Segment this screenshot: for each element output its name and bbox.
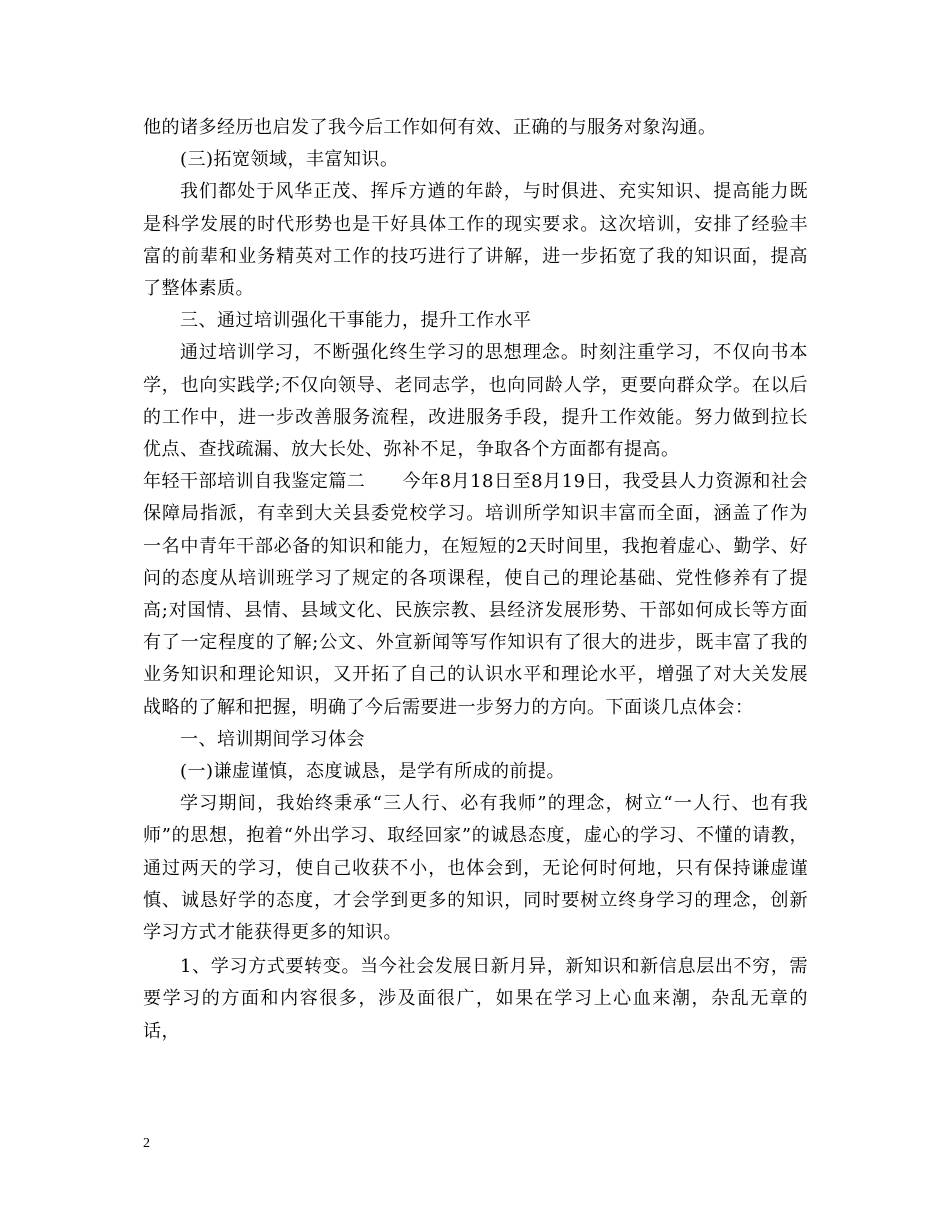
paragraph-10: 1、学习方式要转变。当今社会发展日新月异，新知识和新信息层出不穷，需要学习的方面和内容很多，涉及面很广，如果在学习上心血来潮，杂乱无章的话， xyxy=(143,956,808,1042)
paragraph-6: 年轻干部培训自我鉴定篇二 今年8月18日至8月19日，我受县人力资源和社会保障局指派，有幸到大关县委党校学习。培训所学知识丰富而全面，涵盖了作为一名中青年干部必备的知识和能力，在短短的2天时间里，我抱着虚心、勤学、好问的态度从培训班学习了规定的各项课程，使自己的理论基础、党性修养有了提高;对国情、县情、县域文化、民族宗教、县经济发展形势、干部如何成长等方面有了一定程度的了解;公文、外宣新闻等写作知识有了很大的进步，既丰富了我的业务知识和理论知识，又开拓了自己的认识水平和理论水平，增强了对大关发展战略的了解和把握，明确了今后需要进一步努力的方向。下面谈几点体会： xyxy=(143,471,808,718)
paragraph-8: (一)谦虚谨慎，态度诚恳，是学有所成的前提。 xyxy=(180,761,566,783)
section-heading-1: 一、培训期间学习体会 xyxy=(180,728,365,750)
page-number: 2 xyxy=(143,1136,150,1151)
paragraph-2: (三)拓宽领域，丰富知识。 xyxy=(180,149,399,171)
paragraph-1: 他的诸多经历也启发了我今后工作如何有效、正确的与服务对象沟通。 xyxy=(143,117,717,138)
document-body xyxy=(143,112,808,1048)
paragraph-9: 学习期间，我始终秉承“三人行、必有我师”的理念，树立“一人行、也有我师”的思想，抱着“外出学习、取经回家”的诚恳态度，虚心的学习、不懂的请教，通过两天的学习，使自己收获不小，也体会到，无论何时何地，只有保持谦虚谨慎、诚恳好学的态度，才会学到更多的知识，同时要树立终身学习的理念，创新学习方式才能获得更多的知识。 xyxy=(143,793,808,944)
paragraph-3: 我们都处于风华正茂、挥斥方遒的年龄，与时俱进、充实知识、提高能力既是科学发展的时代形势也是干好具体工作的现实要求。这次培训，安排了经验丰富的前辈和业务精英对工作的技巧进行了讲解，进一步拓宽了我的知识面，提高了整体素质。 xyxy=(143,181,808,300)
section-heading-3: 三、通过培训强化干事能力，提升工作水平 xyxy=(180,310,532,332)
paragraph-5: 通过培训学习，不断强化终生学习的思想理念。时刻注重学习，不仅向书本学，也向实践学;不仅向领导、老同志学，也向同龄人学，更要向群众学。在以后的工作中，进一步改善服务流程，改进服务手段，提升工作效能。努力做到拉长优点、查找疏漏、放大长处、弥补不足，争取各个方面都有提高。 xyxy=(143,342,808,461)
